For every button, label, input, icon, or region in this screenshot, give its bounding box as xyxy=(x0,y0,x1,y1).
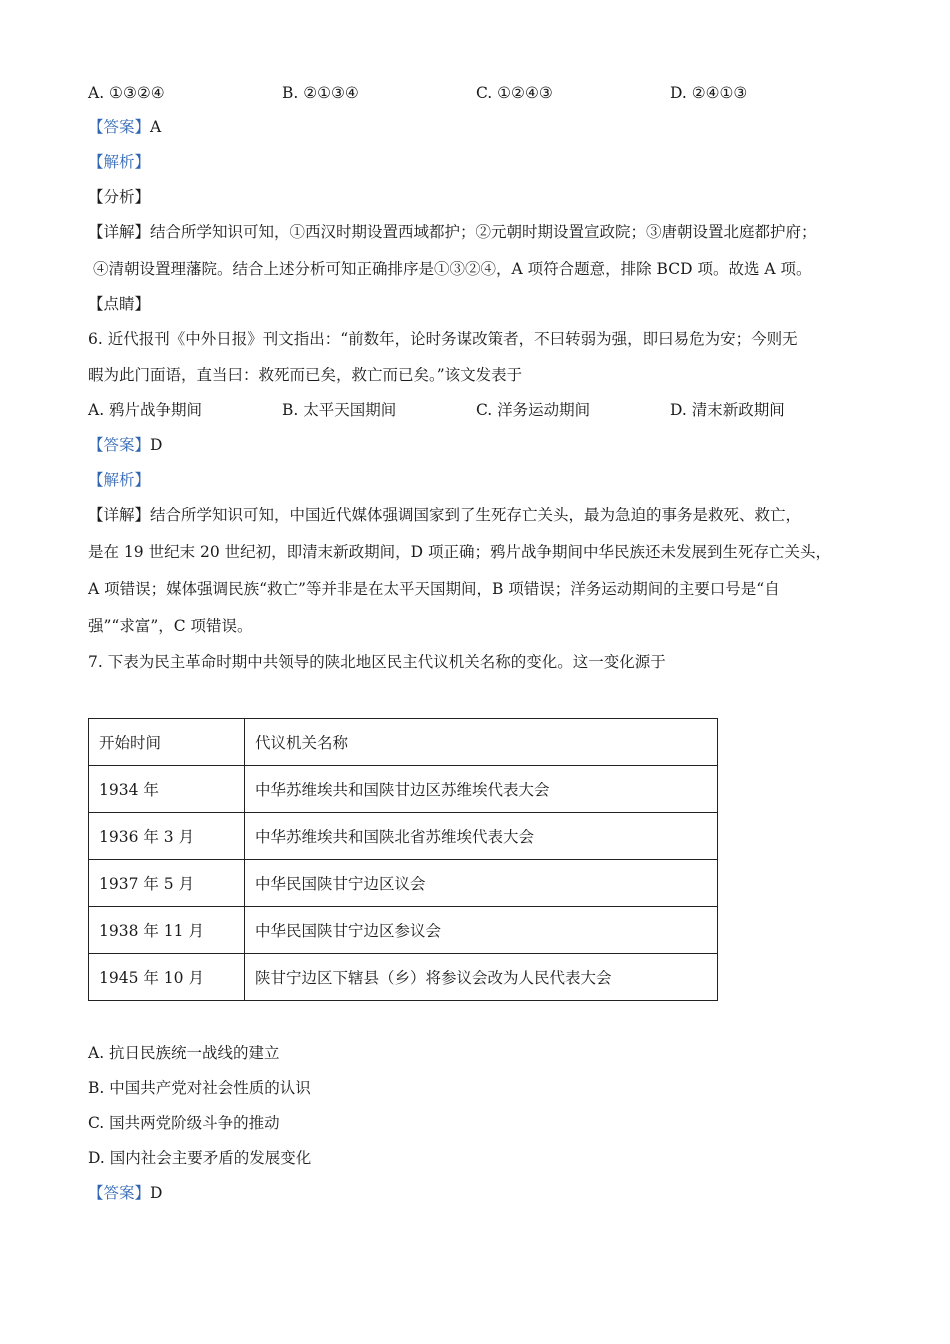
q6-option-c: C. 洋务运动期间 xyxy=(476,401,591,419)
detail-tag: 【详解】 xyxy=(88,506,151,524)
q6-option-d: D. 清末新政期间 xyxy=(670,401,785,419)
table-header-row xyxy=(89,719,718,766)
q5-option-a: A. ①③②④ xyxy=(88,84,165,102)
detail-tag: 【详解】 xyxy=(88,223,151,241)
table-row xyxy=(89,860,718,907)
q6-detail-line-1 xyxy=(88,504,801,526)
q5-detail-line-2: ④清朝设置理藩院。结合上述分析可知正确排序是①③②④，A 项符合题意，排除 BCD 项。故选 A 项。 xyxy=(93,260,812,278)
q7-stem: 7. 下表为民主革命时期中共领导的陕北地区民主代议机关名称的变化。这一变化源于 xyxy=(88,653,666,671)
answer-value: D xyxy=(150,436,163,454)
q7-answer xyxy=(88,1182,162,1204)
table-cell-time: 1934 年 xyxy=(89,766,245,813)
q6-answer xyxy=(88,434,162,456)
q5-dianjing-tag: 【点睛】 xyxy=(88,295,151,313)
q7-option-c: C. 国共两党阶级斗争的推动 xyxy=(88,1114,280,1132)
table-row xyxy=(89,907,718,954)
answer-value: D xyxy=(150,1184,163,1202)
q7-option-a: A. 抗日民族统一战线的建立 xyxy=(88,1044,280,1062)
table-row xyxy=(89,813,718,860)
q6-stem-line-2: 暇为此门面语，直当曰：救死而已矣，救亡而已矣。”该文发表于 xyxy=(88,366,523,384)
q5-detail-line-1 xyxy=(88,221,817,243)
q5-option-d: D. ②④①③ xyxy=(670,84,748,102)
q6-analysis-tag: 【解析】 xyxy=(88,471,151,489)
table-cell-name: 陕甘宁边区下辖县（乡）将参议会改为人民代表大会 xyxy=(245,954,718,1001)
q6-stem-line-1: 6. 近代报刊《中外日报》刊文指出：“前数年，论时务谋改策者，不曰转弱为强，即曰易危为安；今则无 xyxy=(88,330,798,348)
table-row xyxy=(89,766,718,813)
table-cell-time: 1938 年 11 月 xyxy=(89,907,245,954)
table-cell-name: 中华苏维埃共和国陕甘边区苏维埃代表大会 xyxy=(245,766,718,813)
q7-table xyxy=(88,718,718,1001)
table-cell-time: 1936 年 3 月 xyxy=(89,813,245,860)
table-header-cell: 代议机关名称 xyxy=(245,719,718,766)
q6-detail-line-4: 强”“求富”，C 项错误。 xyxy=(88,617,253,635)
answer-value: A xyxy=(150,118,162,136)
q5-fenxi-tag: 【分析】 xyxy=(88,188,151,206)
q6-option-b: B. 太平天国期间 xyxy=(282,401,397,419)
q6-detail-line-2: 是在 19 世纪末 20 世纪初，即清末新政期间，D 项正确；鸦片战争期间中华民族还未发展到生死存亡关头， xyxy=(88,543,832,561)
table-cell-name: 中华民国陕甘宁边区议会 xyxy=(245,860,718,907)
q5-analysis-tag: 【解析】 xyxy=(88,153,151,171)
q7-option-b: B. 中国共产党对社会性质的认识 xyxy=(88,1079,311,1097)
q6-detail-line-3: A 项错误；媒体强调民族“救亡”等并非是在太平天国期间，B 项错误；洋务运动期间的主要口号是“自 xyxy=(88,580,780,598)
answer-tag: 【答案】 xyxy=(88,118,151,136)
table-row xyxy=(89,954,718,1001)
q7-option-d: D. 国内社会主要矛盾的发展变化 xyxy=(88,1149,312,1167)
table-cell-time: 1937 年 5 月 xyxy=(89,860,245,907)
q6-option-a: A. 鸦片战争期间 xyxy=(88,401,203,419)
answer-tag: 【答案】 xyxy=(88,436,151,454)
q5-option-c: C. ①②④③ xyxy=(476,84,553,102)
detail-text: 结合所学知识可知，①西汉时期设置西域都护；②元朝时期设置宣政院；③唐朝设置北庭都护府； xyxy=(150,223,817,241)
q5-answer xyxy=(88,116,161,138)
table-header-cell: 开始时间 xyxy=(89,719,245,766)
detail-text: 结合所学知识可知，中国近代媒体强调国家到了生死存亡关头，最为急迫的事务是救死、救亡， xyxy=(150,506,802,524)
answer-tag: 【答案】 xyxy=(88,1184,151,1202)
table-cell-time: 1945 年 10 月 xyxy=(89,954,245,1001)
table-cell-name: 中华民国陕甘宁边区参议会 xyxy=(245,907,718,954)
table-cell-name: 中华苏维埃共和国陕北省苏维埃代表大会 xyxy=(245,813,718,860)
q5-option-b: B. ②①③④ xyxy=(282,84,359,102)
